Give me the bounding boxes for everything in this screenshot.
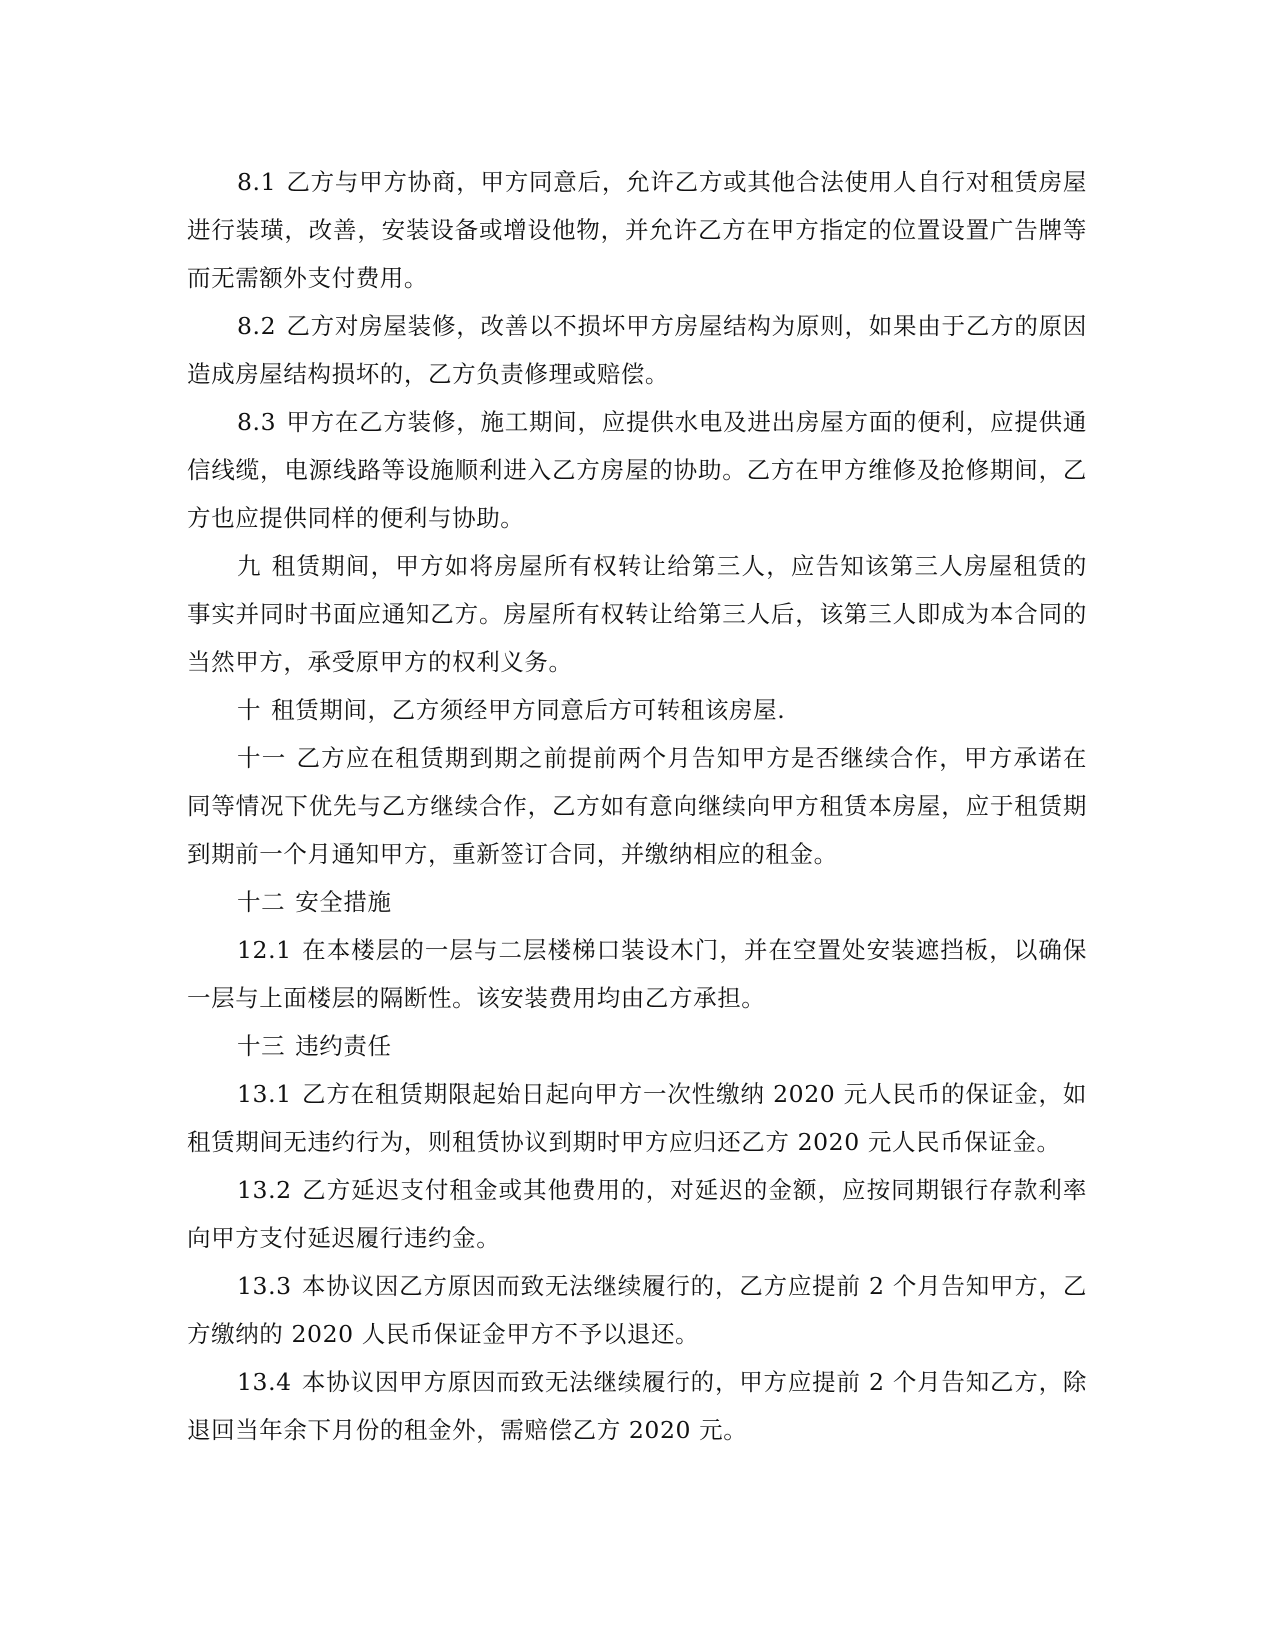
clause-text: 甲方在乙方装修，施工期间，应提供水电及进出房屋方面的便利，应提供通信线缆，电源线路等设施顺利进入乙方房屋的协助。乙方在甲方维修及抢修期间，乙方也应提供同样的便利与协助。 (187, 408, 1087, 532)
clause-13-heading (187, 1022, 1087, 1070)
clause-number: 13.2 (237, 1176, 292, 1204)
clause-8-2 (187, 302, 1087, 398)
clause-text: 本协议因乙方原因而致无法继续履行的，乙方应提前 2 个月告知甲方，乙方缴纳的 2020 人民币保证金甲方不予以退还。 (187, 1272, 1087, 1348)
clause-text: 安全措施 (295, 888, 392, 916)
clause-text: 在本楼层的一层与二层楼梯口装设木门，并在空置处安装遮挡板，以确保一层与上面楼层的隔断性。该安装费用均由乙方承担。 (187, 936, 1087, 1012)
clause-text: 乙方在租赁期限起始日起向甲方一次性缴纳 2020 元人民币的保证金，如租赁期间无违约行为，则租赁协议到期时甲方应归还乙方 2020 元人民币保证金。 (187, 1080, 1087, 1156)
clause-number: 13.1 (237, 1080, 292, 1108)
clause-text: 乙方对房屋装修，改善以不损坏甲方房屋结构为原则，如果由于乙方的原因造成房屋结构损坏的，乙方负责修理或赔偿。 (187, 312, 1087, 388)
clause-text: 租赁期间，甲方如将房屋所有权转让给第三人，应告知该第三人房屋租赁的事实并同时书面应通知乙方。房屋所有权转让给第三人后，该第三人即成为本合同的当然甲方，承受原甲方的权利义务。 (187, 552, 1087, 676)
clause-number: 十二 (237, 888, 286, 916)
clause-number: 13.4 (237, 1368, 292, 1396)
clause-number: 十一 (237, 744, 287, 772)
clause-10 (187, 686, 1087, 734)
clause-8-3 (187, 398, 1087, 542)
clause-9 (187, 542, 1087, 686)
clause-text: 本协议因甲方原因而致无法继续履行的，甲方应提前 2 个月告知乙方，除退回当年余下月份的租金外，需赔偿乙方 2020 元。 (187, 1368, 1087, 1444)
clause-text: 乙方与甲方协商，甲方同意后，允许乙方或其他合法使用人自行对租赁房屋进行装璜，改善，安装设备或增设他物，并允许乙方在甲方指定的位置设置广告牌等而无需额外支付费用。 (187, 168, 1087, 292)
clause-text: 违约责任 (295, 1032, 392, 1060)
clause-12-heading (187, 878, 1087, 926)
clause-11 (187, 734, 1087, 878)
clause-number: 九 (237, 552, 262, 580)
clause-13-1 (187, 1070, 1087, 1166)
clause-text: 租赁期间，乙方须经甲方同意后方可转租该房屋. (271, 696, 786, 724)
clause-text: 乙方延迟支付租金或其他费用的，对延迟的金额，应按同期银行存款利率向甲方支付延迟履行违约金。 (187, 1176, 1087, 1252)
clause-number: 8.2 (237, 312, 277, 340)
clause-number: 8.1 (237, 168, 277, 196)
clause-13-4 (187, 1358, 1087, 1454)
clause-12-1 (187, 926, 1087, 1022)
clause-number: 8.3 (237, 408, 277, 436)
clause-number: 13.3 (237, 1272, 292, 1300)
clause-number: 十 (237, 696, 262, 724)
clause-13-2 (187, 1166, 1087, 1262)
clause-text: 乙方应在租赁期到期之前提前两个月告知甲方是否继续合作，甲方承诺在同等情况下优先与乙方继续合作，乙方如有意向继续向甲方租赁本房屋，应于租赁期到期前一个月通知甲方，重新签订合同，并缴纳相应的租金。 (187, 744, 1087, 868)
clause-13-3 (187, 1262, 1087, 1358)
document-body (187, 158, 1087, 1454)
clause-number: 十三 (237, 1032, 286, 1060)
clause-8-1 (187, 158, 1087, 302)
clause-number: 12.1 (237, 936, 292, 964)
